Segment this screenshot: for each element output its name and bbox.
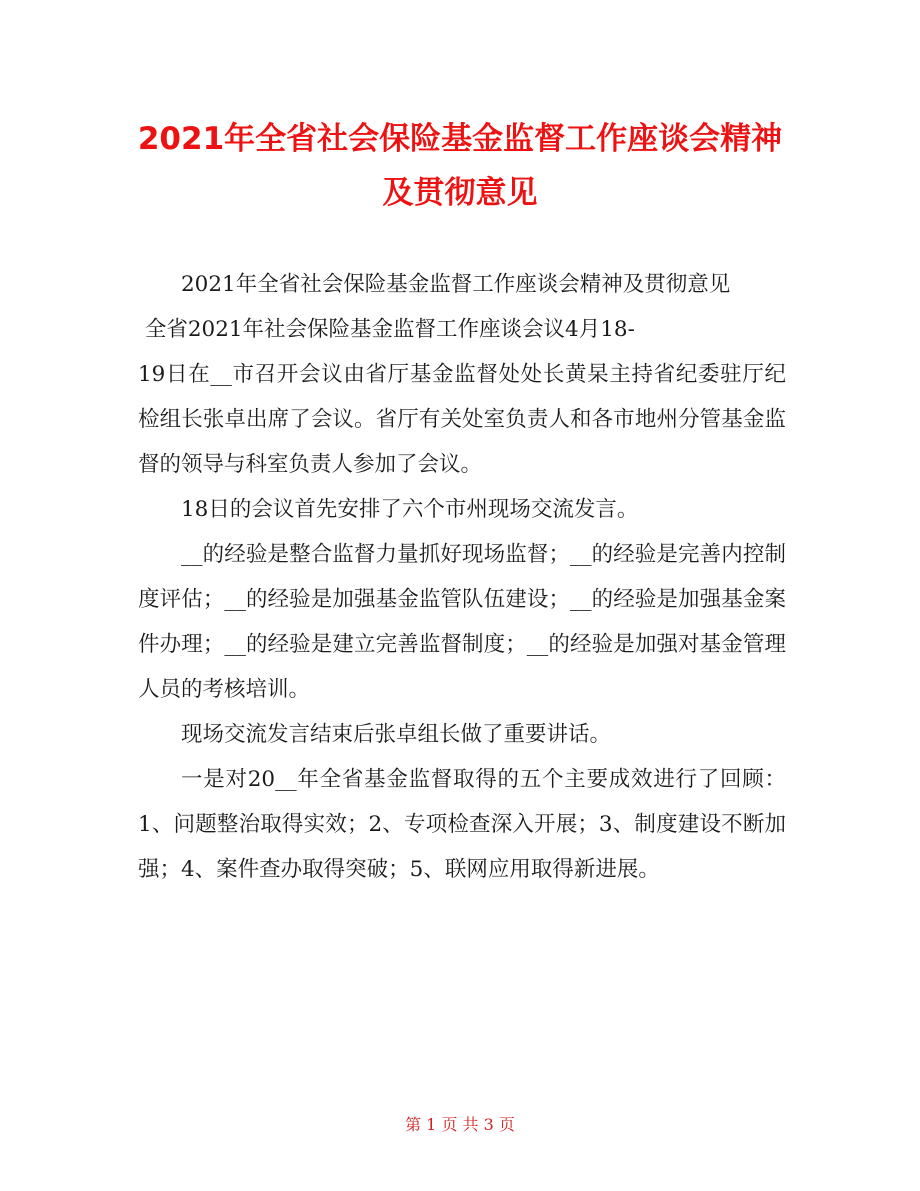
paragraph-1: 2021年全省社会保险基金监督工作座谈会精神及贯彻意见 xyxy=(181,272,731,297)
document-title xyxy=(120,112,800,220)
title-line-2: 及贯彻意见 xyxy=(382,175,538,211)
paragraph-3: 18日的会议首先安排了六个市州现场交流发言。 xyxy=(181,497,639,522)
paragraph-2a: 全省2021年社会保险基金监督工作座谈会议4月18- xyxy=(138,317,635,342)
document-body xyxy=(138,262,786,892)
paragraph-4: __的经验是整合监督力量抓好现场监督；__的经验是完善内控制度评估；__的经验是加强基金监管队伍建设；__的经验是加强基金案件办理；__的经验是建立完善监督制度；__的经验是加强对基金管理人员的考核培训。 xyxy=(138,542,786,702)
title-line-1: 2021年全省社会保险基金监督工作座谈会精神 xyxy=(137,121,783,157)
paragraph-6: 一是对20__年全省基金监督取得的五个主要成效进行了回顾：1、问题整治取得实效；2、专项检查深入开展；3、制度建设不断加强；4、案件查办取得突破；5、联网应用取得新进展。 xyxy=(138,767,786,882)
paragraph-5: 现场交流发言结束后张卓组长做了重要讲话。 xyxy=(181,722,612,747)
page-number-footer: 第 1 页 共 3 页 xyxy=(405,1115,515,1134)
paragraph-2b: 19日在__市召开会议由省厅基金监督处处长黄杲主持省纪委驻厅纪检组长张卓出席了会议。省厅有关处室负责人和各市地州分管基金监督的领导与科室负责人参加了会议。 xyxy=(138,362,786,477)
